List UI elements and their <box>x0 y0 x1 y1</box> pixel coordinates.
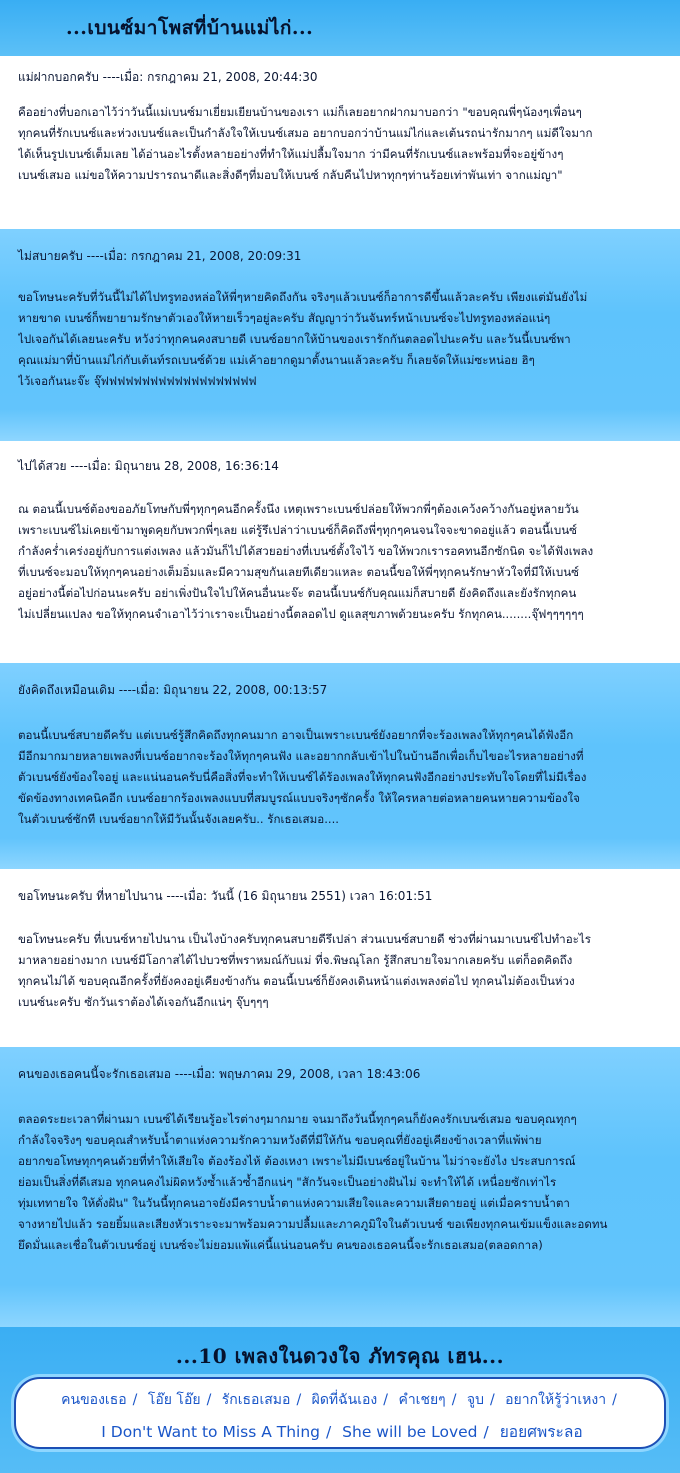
post-line: มีอีกมากมายหลายเพลงที่เบนซ์อยากจะร้องให้ทุกๆคนฟัง และอยากกลับเข้าไปในบ้านอีกเพื่อเก็บไขอะไรหลายอย่างที่ <box>18 749 584 763</box>
post-line: ตอนนี้เบนซ์สบายดีครับ แต่เบนซ์รู้สึกคิดถึงทุกคนมาก อาจเป็นเพราะเบนซ์ยังอยากที่จะร้องเพลงให้ทุกๆคนได้ฟังอีก <box>18 728 574 742</box>
post-line: กำลังคร่ำเคร่งอยู่กับการแต่งเพลง แล้วมันก็ไปได้สวยอย่างที่เบนซ์ตั้งใจไว้ ขอให้พวกเรารอคทนอีกซักนิด จะได้ฟังเพลง <box>18 544 594 558</box>
song-link[interactable]: อยากให้รู้ว่าเหงา <box>505 1392 607 1408</box>
post-body <box>0 1109 680 1256</box>
page-title: ...เบนซ์มาโพสที่บ้านแม่ไก่... <box>66 17 314 39</box>
post-line: กำลังใจจริงๆ ขอบคุณสำหรับน้ำตาแห่งความรักความหวังดีที่มีให้กัน ขอบคุณที่ยังอยู่เคียงข้างเวลาที่แพ้พ่าย <box>18 1133 542 1147</box>
song-link[interactable]: She will be Loved <box>342 1423 478 1441</box>
song-row <box>16 1389 668 1411</box>
song-link[interactable]: ยอยศพระลอ <box>499 1423 583 1441</box>
song-link[interactable]: จูบ <box>466 1392 484 1408</box>
post-line: ยึดมั่นและเชื่อในตัวเบนซ์อยู่ เบนซ์จะไม่ยอมแพ้แค่นี้แน่นอนครับ คนของเธอคนนี้จะรักเธอเสมอ(ตลอดกาล) <box>18 1238 543 1252</box>
song-separator: / <box>451 1392 457 1408</box>
post-line: ตลอดระยะเวลาที่ผ่านมา เบนซ์ได้เรียนรู้อะไรต่างๆมากมาย จนมาถึงวันนี้ทุกๆคนก็ยังคงรักเบนซ์เสมอ ขอบคุณทุกๆ <box>18 1112 577 1126</box>
post-line: ตัวเบนซ์ยังข้องใจอยู่ และแน่นอนครับนี่คือสิ่งที่จะทำให้เบนซ์ได้ร้องเพลงให้ทุกคนฟังอีกอย่างประทับใจโดยที่ไม่มีเรื่อง <box>18 770 587 784</box>
post-line: เบนซ์นะครับ ซักวันเราต้องได้เจอกันอีกแน่ๆ จุ๊บๆๆๆ <box>18 995 269 1009</box>
post-line: ที่เบนซ์จะมอบให้ทุกๆคนอย่างเต็มอิ่มและมีความสุขกันเลยทีเดียวแหละ ตอนนี้ขอให้พี่ๆทุกคนรักษาหัวใจที่มีให้เบนซ์ <box>18 565 579 579</box>
song-link[interactable]: คำเชยๆ <box>398 1392 446 1408</box>
post-line: ทุ่มเททายใจ ให้ดั่งฝัน" ในวันนี้ทุกคนอาจยังมีคราบน้ำตาแห่งความเสียใจและความเสียดายอยู่ แต่เมื่อคราบน้ำตา <box>18 1196 570 1210</box>
post-line: ขัดข้องทางเทคนิคอีก เบนซ์อยากร้องเพลงแบบที่สมบูรณ์แบบจริงๆซักครั้ง ให้ใครหลายต่อหลายคนหายความข้องใจ <box>18 791 580 805</box>
song-link[interactable]: ผิดที่ฉันเอง <box>311 1392 378 1408</box>
post-line: จางหายไปแล้ว รอยยิ้มและเสียงหัวเราะจะมาพร้อมความปลื้มและภาคภูมิใจในตัวเบนซ์ ขอเพียงทุกคนเข้มแข็งและอดทน <box>18 1217 608 1231</box>
post-header: ยังคิดถึงเหมือนเดิม ----เมื่อ: มิถุนายน 22, 2008, 00:13:57 <box>18 683 328 697</box>
post-line: อยากขอโทษทุกๆคนด้วยที่ทำให้เสียใจ ต้องร้องไห้ ต้องเหงา เพราะไม่มีเบนซ์อยู่ในบ้าน ไม่ว่าจะยังไง ประสบการณ์ <box>18 1154 576 1168</box>
song-separator: / <box>326 1423 332 1441</box>
song-list-box <box>14 1377 666 1449</box>
post <box>0 56 680 229</box>
post-line: ทุกคนไม่ได้ ขอบคุณอีกครั้งที่ยังคงอยู่เคียงข้างกัน ตอนนี้เบนซ์ก็ยังคงเดินหน้าแต่งเพลงต่อไป ทุกคนไม่ต้องเป็นห่วง <box>18 974 575 988</box>
post-header: ไม่สบายครับ ----เมื่อ: กรกฎาคม 21, 2008, 20:09:31 <box>18 249 302 263</box>
post-header: ขอโทษนะครับ ที่หายไปนาน ----เมื่อ: วันนี้ (16 มิถุนายน 2551) เวลา 16:01:51 <box>18 889 433 903</box>
song-link[interactable]: คนของเธอ <box>61 1392 127 1408</box>
post-line: ไว้เจอกันนะจ๊ะ จุ๊ฟฟฟฟฟฟฟฟฟฟฟฟฟฟฟฟฟฟฟ <box>18 374 257 388</box>
song-separator: / <box>132 1392 138 1408</box>
post-body <box>0 102 680 186</box>
post <box>0 229 680 441</box>
post-line: คืออย่างที่บอกเอาไว้ว่าวันนี้แม่เบนซ์มาเยี่ยมเยียนบ้านของเรา แม่ก็เลยอยากฝากมาบอกว่า "ขอบคุณพี่ๆน้องๆเพื่อนๆ <box>18 105 582 119</box>
song-link[interactable]: โอ๊ย โอ๊ย <box>147 1392 201 1408</box>
post-line: ในตัวเบนซ์ซักที เบนซ์อยากให้มีวันนั้นจังเลยครับ.. รักเธอเสมอ.... <box>18 812 339 826</box>
post-body <box>0 929 680 1013</box>
post-header: ไปได้สวย ----เมื่อ: มิถุนายน 28, 2008, 16:36:14 <box>18 459 279 473</box>
post-line: ไม่เปลี่ยนแปลง ขอให้ทุกคนจำเอาไว้ว่าเราจะเป็นอย่างนี้ตลอดไป ดูแลสุขภาพด้วยนะครับ รักทุกคน........จุ๊ฟๆๆๆๆๆๆ <box>18 607 584 621</box>
post-line: ได้เห็นรูปเบนซ์เต็มเลย ได้อ่านอะไรตั้งหลายอย่างที่ทำให้แม่ปลื้มใจมาก ว่ามีคนที่รักเบนซ์และพร้อมที่จะอยู่ข้างๆ <box>18 147 564 161</box>
post-line: เพราะเบนซ์ไม่เคยเข้ามาพูดคุยกับพวกพี่ๆเลย แต่รู้รึเปล่าว่าเบนซ์ก็คิดถึงพี่ๆทุกๆคนจนใจจะขาดอยู่แล้ว ตอนนี้เบนซ์ <box>18 523 578 537</box>
post-header: แม่ฝากบอกครับ ----เมื่อ: กรกฎาคม 21, 2008, 20:44:30 <box>18 70 318 84</box>
post <box>0 441 680 663</box>
song-separator: / <box>383 1392 388 1408</box>
post-line: ณ ตอนนี้เบนซ์ต้องขออภัยโทษกับพี่ๆทุกๆคนอีกครั้งนึง เหตุเพราะเบนซ์ปล่อยให้พวกพี่ๆต้องเคว้งคว้างกันอยู่หลายวัน <box>18 502 579 516</box>
song-link[interactable]: รักเธอเสมอ <box>221 1392 291 1408</box>
post-line: ทุกคนที่รักเบนซ์และห่วงเบนซ์และเป็นกำลังใจให้เบนซ์เสมอ อยากบอกว่าบ้านแม่ไก่และเต้นรถน่ารักมากๆ แม่ดีใจมาก <box>18 126 593 140</box>
post-body <box>0 287 680 392</box>
song-separator: / <box>489 1392 495 1408</box>
song-separator: / <box>206 1392 212 1408</box>
post-header: คนของเธอคนนี้จะรักเธอเสมอ ----เมื่อ: พฤษภาคม 29, 2008, เวลา 18:43:06 <box>18 1067 421 1081</box>
top-banner <box>0 0 680 56</box>
post-line: หายขาด เบนซ์ก็พยายามรักษาตัวเองให้หายเร็วๆอยู่ละครับ สัญญาว่าวันจันทร์หน้าเบนซ์จะไปทรูทองหล่อแน่ๆ <box>18 311 551 325</box>
song-separator: / <box>296 1392 302 1408</box>
footer-title: ...10 เพลงในดวงใจ ภัทรคุณ เฮน... <box>175 1344 505 1368</box>
post <box>0 869 680 1047</box>
post-line: ไปเจอกันได้เลยนะครับ หวังว่าทุกคนคงสบายดี เบนซ์อยากให้บ้านของเรารักกันตลอดไปนะครับ และวันนี้เบนซ์พา <box>18 332 571 346</box>
post-line: อยู่อย่างนี้ต่อไปก่อนนะครับ อย่าเพิ่งปันใจไปให้คนอื่นนะจ๊ะ ตอนนี้เบนซ์กับคุณแม่ก็สบายดี ยังคิดถึงและยังรักทุกคน <box>18 586 577 600</box>
post-line: คุณแม่มาที่บ้านแม่ไก่กับเต้นท์รถเบนซ์ด้วย แม่เค้าอยากดูมาตั้งนานแล้วละครับ ก็เลยจัดให้แม่ซะหน่อย ฮิๆ <box>18 353 535 367</box>
song-separator: / <box>612 1392 617 1408</box>
song-separator: / <box>483 1423 489 1441</box>
post <box>0 663 680 869</box>
post-line: มาหลายอย่างมาก เบนซ์มีโอกาสได้ไปบวชที่พราหมณ์กับแม่ ที่จ.พิษณุโลก รู้สึกสบายใจมากเลยครับ แต่ก็อดคิดถึง <box>18 953 573 967</box>
post <box>0 1047 680 1327</box>
post-line: เบนซ์เสมอ แม่ขอให้ความปรารถนาดีและสิ่งดีๆที่มอบให้เบนซ์ กลับคืนไปหาทุกๆท่านร้อยเท่าพันเท่า จากแม่ญา" <box>18 168 563 182</box>
post-line: ขอโทษนะครับ ที่เบนซ์หายไปนาน เป็นไงบ้างครับทุกคนสบายดีรึเปล่า ส่วนเบนซ์สบายดี ช่วงที่ผ่านมาเบนซ์ไปทำอะไร <box>18 932 591 946</box>
song-row <box>16 1419 668 1444</box>
post-body <box>0 499 680 625</box>
song-link[interactable]: I Don't Want to Miss A Thing <box>101 1423 320 1441</box>
post-line: ย่อมเป็นสิ่งที่ดีเสมอ ทุกคนคงไม่ผิดหวังซ้ำแล้วซ้ำอีกแน่ๆ "สักวันจะเป็นอย่างฝันไม่ จะทำให้ได้ เหนื่อยซักเท่าไร <box>18 1175 557 1189</box>
post-body <box>0 725 680 830</box>
post-line: ขอโทษนะครับที่วันนี้ไม่ได้ไปทรูทองหล่อให้พี่ๆหายคิดถึงกัน จริงๆแล้วเบนซ์ก็อาการดีขึ้นแล้วละครับ เพียงแต่มันยังไม่ <box>18 290 588 304</box>
